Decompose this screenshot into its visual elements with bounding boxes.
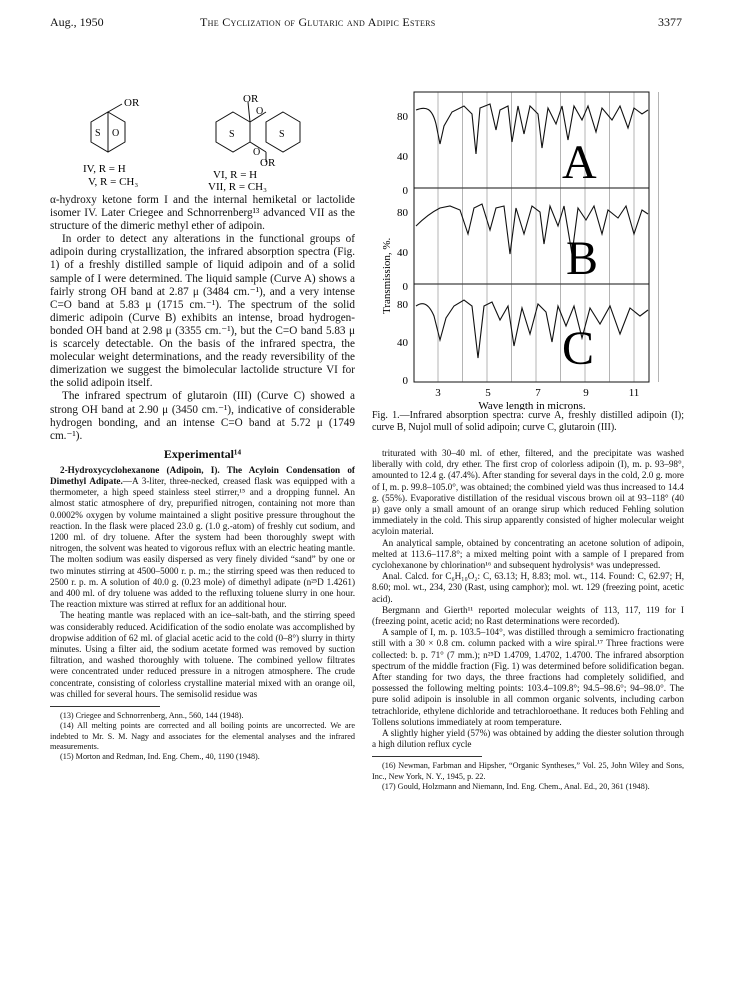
panel-a-letter: A <box>562 136 597 189</box>
header-page-number: 3377 <box>658 15 682 29</box>
panel-c-letter: C <box>562 322 595 375</box>
iv-s-label: S <box>95 128 101 139</box>
ir-spectra-figure <box>372 84 684 410</box>
curve-b <box>416 204 648 254</box>
panel-a-tick-40: 40 <box>397 151 408 163</box>
iv-o-label: O <box>112 128 120 139</box>
right-paragraph-2: An analytical sample, obtained by concentrating an acetone solution of adipoin, melted at 113.6–117.8°; a mixed melting point with a sample of I prepared from cyclohexanone by chlorination¹⁶ and subsequent hydrolysis⁶ was undepressed. <box>372 537 684 571</box>
footnote-17: (17) Gould, Holzmann and Niemann, Ind. Eng. Chem., Anal. Ed., 20, 361 (1948). <box>382 782 650 792</box>
left-paragraph-2: In order to detect any alterations in the functional groups of adipoin during crystallization, the infrared absorption spectra (Fig. 1) of a freshly distilled sample of liquid adipoin and of a solid sample of I were determined. The liquid sample (Curve A) shows a fairly strong OH band at 2.87 μ (3484 cm.⁻¹), and a very intense C=O band at 5.83 μ (1715 cm.⁻¹). The spectrum of the solid dimeric adipoin (Curve B) exhibits an intense, broad hydrogen-bonded OH band at 2.98 μ (3355 cm.⁻¹), but the C=O band 5.83 μ is scarcely detectable. On the basis of the infrared spectra, the molecular weight determinations, and the ready reversibility of the dimerization we suggest the bimolecular lactolide structure VI for the solid adipoin itself. <box>50 233 355 390</box>
x-axis-label: Wave length in microns. <box>478 400 586 410</box>
right-column <box>372 448 684 792</box>
figure-caption-text: Fig. 1.—Infrared absorption spectra: curve A, freshly distilled adipoin (I); curve B, Nujol mull of solid adipoin; curve C, glutaroin (III). <box>372 410 684 434</box>
right-footnote-rule <box>372 756 482 757</box>
vi-o-bottom-label: O <box>253 147 261 158</box>
curve-a <box>416 104 648 154</box>
x-tick-9: 9 <box>583 387 589 399</box>
footnote-16: (16) Newman, Farbman and Hipsher, “Organic Syntheses,” Vol. 25, John Wiley and Sons, Inc., New York, N. Y., 1945, p. 22. <box>372 761 684 781</box>
figure-gridlines <box>438 92 659 382</box>
iv-or-label: OR <box>124 97 140 109</box>
footnote-rule <box>50 706 160 707</box>
x-tick-3: 3 <box>435 387 441 399</box>
right-paragraph-3: Anal. Calcd. for C₆H₁₀O₂: C, 63.13; H, 8.83; mol. wt., 114. Found: C, 62.97; H, 8.60; mol. wt., 234, 230 (Rast, using camphor); mol. wt. 129 (freezing point, acetic acid). <box>372 571 684 604</box>
vi-s-right-label: S <box>279 129 285 140</box>
figure-frame <box>414 92 649 382</box>
curve-c <box>416 300 648 358</box>
vi-s-left-label: S <box>229 129 235 140</box>
running-header <box>50 15 682 33</box>
vi-o-top-label: O <box>256 106 264 117</box>
panel-c-tick-0: 0 <box>402 375 408 387</box>
right-paragraph-5: A sample of I, m. p. 103.5–104°, was distilled through a semimicro fractionating still with a 30 × 0.8 cm. column packed with a wire spiral.¹⁷ Three fractions were collected: b. p. 71° (7 mm.); n²⁵D 1.4709, 1.4702, 1.4700. The infrared absorption spectrum of the middle fraction (Fig. 1) was determined before solidification began. After standing for two days, the three fractions had completely solidified, and possessed the following melting points: 103.4–109.8°; 94.5–98.6°; 94–98.0°. The pure solid adipoin is insoluble in all common organic solvents, including carbon tetrachloride, ethylene dichloride and tetrachloroethane. It reduces both Fehling and Tollens solutions immediately at room temperature. <box>372 627 684 727</box>
x-tick-7: 7 <box>535 387 541 399</box>
panel-c-tick-80: 80 <box>397 299 408 311</box>
left-paragraph-4 <box>50 465 355 611</box>
figure-caption <box>372 410 684 435</box>
panel-a-tick-80: 80 <box>397 111 408 123</box>
x-tick-11: 11 <box>628 387 640 399</box>
panel-b-letter: B <box>566 232 599 285</box>
left-paragraph-5: The heating mantle was replaced with an ice–salt-bath, and the stirring speed was considerably reduced. Acidification of the sodio enolate was accomplished by dropwise addition of 62 ml. of glacial acetic acid to the cold (0–8°) slurry in thirty minutes. Using a filter aid, the sodium acetate formed was removed by suction filtration, and washed thoroughly with toluene. The combined yellow filtrates were concentrated under reduced pressure in a nitrogen atmosphere. The crude concentrate, consisting of colorless crystalline material mixed with an orange oil, was chilled for several hours. The semisolid residue was <box>50 610 355 699</box>
chemical-structures <box>50 92 355 192</box>
panel-a-tick-0: 0 <box>402 185 408 197</box>
label-v: V, R = CH₃ <box>88 176 139 188</box>
panel-b-tick-40: 40 <box>397 247 408 259</box>
left-paragraph-3: The infrared spectrum of glutaroin (III) (Curve C) showed a strong OH band at 2.90 μ (3450 cm.⁻¹), indicative of considerable hydrogen bonding, and an intense C=O band at 5.72 μ (1749 cm.⁻¹). <box>50 390 355 442</box>
label-vii: VII, R = CH₃ <box>208 181 267 192</box>
label-vi: VI, R = H <box>213 169 258 181</box>
footnote-13: (13) Criegee and Schnorrenberg, Ann., 560, 144 (1948). <box>60 711 244 721</box>
footnote-14: (14) All melting points are corrected and all boiling points are uncorrected. We are indebted to Mr. S. M. Nagy and associates for the elemental analyses and the infrared measurements. <box>50 721 355 751</box>
panel-b-tick-0: 0 <box>402 281 408 293</box>
adipoin-procedure-text: —A 3-liter, three-necked, creased flask was equipped with a thermometer, a high speed stainless steel stirrer,¹⁵ and a dropping funnel. An almost static atmosphere of dry, prepurified nitrogen, containing not more than 0.0002% oxygen by volume maintained a slight positive pressure throughout the reaction. In the flask were placed 23.0 g. (1.0 g.-atom) of freshly cut sodium, and 1200 ml. of dry toluene. After the system had been thoroughly swept with nitrogen, the solvent was heated to vigorous reflux with an electric heating mantle. The molten sodium was easily dispersed as very finely divided “sand” by one or two minutes stirring at 4500–5000 r. p. m.; the stirring speed was then reduced to 2500 r. p. m. A solution of 40.0 g. (0.23 mole) of dimethyl adipate (n²⁵D 1.4261) and 400 ml. of dry toluene was added to the refluxing toluene slurry in one hour. The reaction mixture was stirred at reflux for an additional hour. <box>50 475 355 610</box>
header-date: Aug., 1950 <box>50 15 104 29</box>
panel-b-tick-80: 80 <box>397 207 408 219</box>
label-iv: IV, R = H <box>83 163 126 175</box>
right-paragraph-4: Bergmann and Gierth¹¹ reported molecular weights of 113, 117, 119 for I (freezing point, acetic acid; no Rast determinations were recorded). <box>372 604 684 627</box>
right-footnotes <box>372 761 684 792</box>
header-title: The Cyclization of Glutaric and Adipic Esters <box>200 15 436 29</box>
right-paragraph-6: A slightly higher yield (57%) was obtained by adding the diester solution through a high dilution reflux cycle <box>372 728 684 750</box>
vi-or-bottom-label: OR <box>260 157 276 169</box>
vi-or-top-label: OR <box>243 93 259 105</box>
left-paragraph-1: α-hydroxy ketone form I and the internal hemiketal or lactolide isomer IV. Later Criegee and Schnorrenberg¹³ advanced VII as the structure of the dimeric methyl ether of adipoin. <box>50 194 355 233</box>
left-column <box>50 194 355 763</box>
experimental-heading: Experimental¹⁴ <box>163 446 242 461</box>
x-tick-5: 5 <box>485 387 491 399</box>
right-paragraph-1: triturated with 30–40 ml. of ether, filtered, and the precipitate was washed liberally with cold, dry ether. The first crop of colorless adipoin (I), m. p. 93–98°, amounted to 12.4 g. (47.4%). After standing for several days in the cold, 2.0 g. more of I, m. p. 99.8–105.0°, was obtained; the combined yield was thus increased to 14.4 g. (55%). Evaporative distillation of the residual viscous brown oil at 93–118° (40 μ) gave only a small amount of an orange sirup which reduced Fehling solution immediately in the cold. This sirup apparently consisted of higher molecular weight acyloin material. <box>372 448 684 537</box>
y-axis-label: Transmission, %. <box>381 237 393 314</box>
footnote-15: (15) Morton and Redman, Ind. Eng. Chem., 40, 1190 (1948). <box>60 752 260 762</box>
adipoin-procedure-title: 2-Hydroxycyclohexanone (Adipoin, I). The Acyloin Condensation of Dimethyl Adipate. <box>50 464 355 486</box>
left-footnotes <box>50 711 355 762</box>
panel-c-tick-40: 40 <box>397 337 408 349</box>
